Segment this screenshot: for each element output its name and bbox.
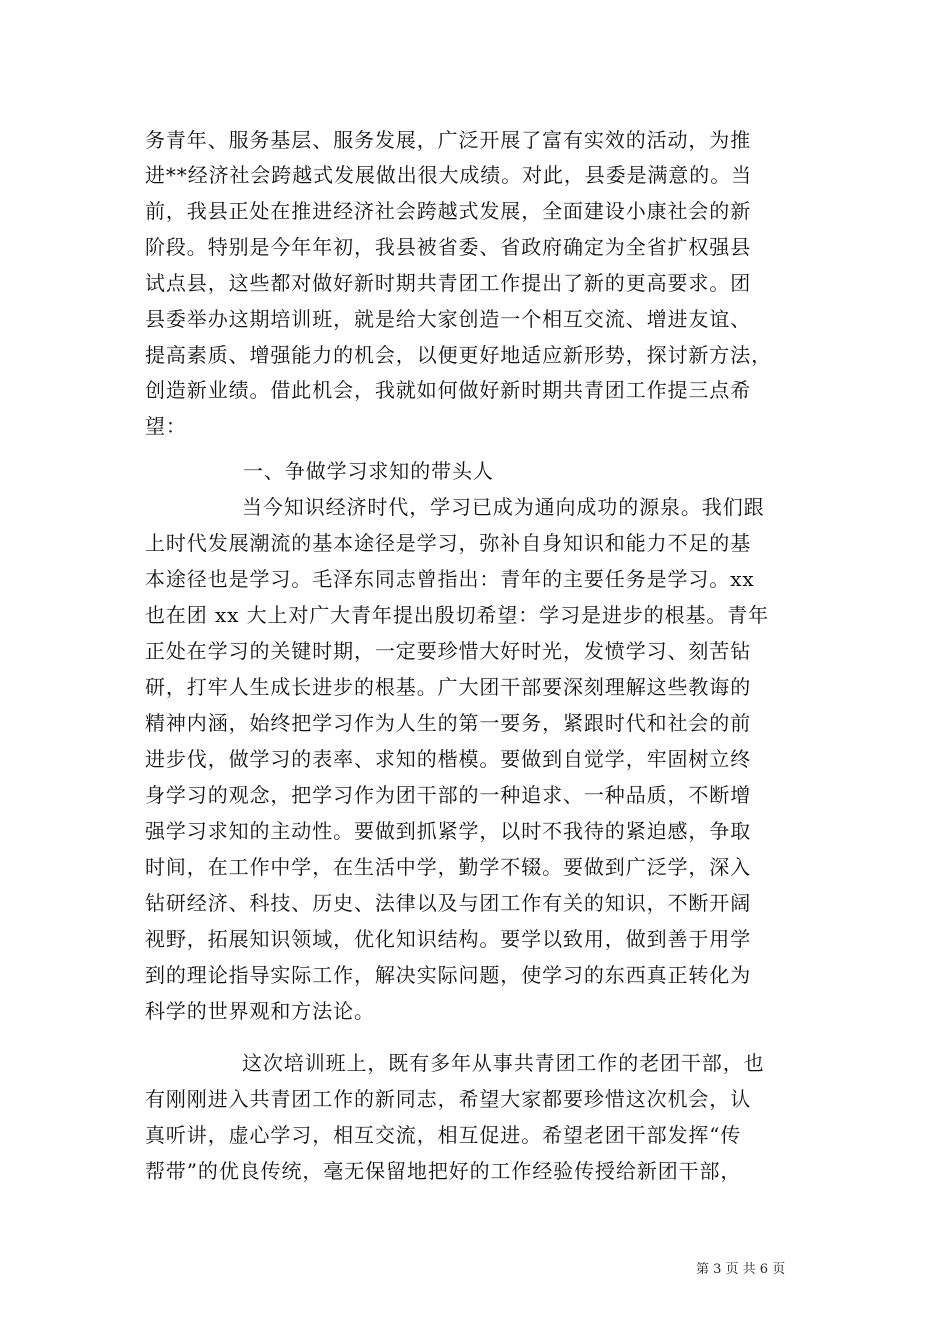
paragraph-line: 阶段。特别是今年年初，我县被省委、省政府确定为全省扩权强县 [145,235,752,259]
page-number: 第 3 页 共 6 页 [696,1262,786,1277]
paragraph-line: 当今知识经济时代，学习已成为通向成功的源泉。我们跟 [242,495,765,519]
paragraph-line: 提高素质、增强能力的机会，以便更好地适应新形势，探讨新方法， [145,343,772,367]
paragraph-line: 帮带”的优良传统，毫无保留地把好的工作经验传授给新团干部， [145,1159,742,1183]
paragraph-line: 视野，拓展知识领域，优化知识结构。要学以致用，做到善于用学 [145,927,752,951]
paragraph-line: 上时代发展潮流的基本途径是学习，弥补自身知识和能力不足的基 [145,531,752,555]
paragraph-line: 创造新业绩。借此机会，我就如何做好新时期共青团工作提三点希 [145,378,752,402]
paragraph-line: 强学习求知的主动性。要做到抓紧学，以时不我待的紧迫感，争取 [145,819,752,843]
paragraph-line: 本途径也是学习。毛泽东同志曾指出：青年的主要任务是学习。xx [145,567,755,591]
paragraph-line: 望： [145,414,187,438]
paragraph-line: 正处在学习的关键时期，一定要珍惜大好时光，发愤学习、刻苦钻 [145,639,752,663]
paragraph-line: 精神内涵，始终把学习作为人生的第一要务，紧跟时代和社会的前 [145,711,752,735]
paragraph-line: 时间，在工作中学，在生活中学，勤学不辍。要做到广泛学，深入 [145,855,752,879]
paragraph-line: 钻研经济、科技、历史、法律以及与团工作有关的知识，不断开阔 [145,891,752,915]
paragraph-line: 到的理论指导实际工作，解决实际问题，使学习的东西真正转化为 [145,963,752,987]
paragraph-line: 研，打牢人生成长进步的根基。广大团干部要深刻理解这些教诲的 [145,675,752,699]
paragraph-line: 科学的世界观和方法论。 [145,999,375,1023]
paragraph-line: 真听讲，虚心学习，相互交流，相互促进。希望老团干部发挥“传 [145,1123,742,1147]
paragraph-line: 试点县，这些都对做好新时期共青团工作提出了新的更高要求。团 [145,271,752,295]
paragraph-line: 也在团 xx 大上对广大青年提出殷切希望：学习是进步的根基。青年 [145,603,770,627]
section-heading: 一、争做学习求知的带头人 [243,459,494,483]
paragraph-line: 这次培训班上，既有多年从事共青团工作的老团干部，也 [242,1051,765,1075]
paragraph-line: 进**经济社会跨越式发展做出很大成绩。对此，县委是满意的。当 [145,163,752,187]
paragraph-line: 前，我县正处在推进经济社会跨越式发展，全面建设小康社会的新 [145,199,752,223]
paragraph-line: 进步伐，做学习的表率、求知的楷模。要做到自觉学，牢固树立终 [145,747,752,771]
paragraph-line: 县委举办这期培训班，就是给大家创造一个相互交流、增进友谊、 [145,307,752,331]
paragraph-line: 务青年、服务基层、服务发展，广泛开展了富有实效的活动，为推 [145,128,752,152]
paragraph-line: 身学习的观念，把学习作为团干部的一种追求、一种品质，不断增 [145,783,752,807]
paragraph-line: 有刚刚进入共青团工作的新同志，希望大家都要珍惜这次机会，认 [145,1087,752,1111]
